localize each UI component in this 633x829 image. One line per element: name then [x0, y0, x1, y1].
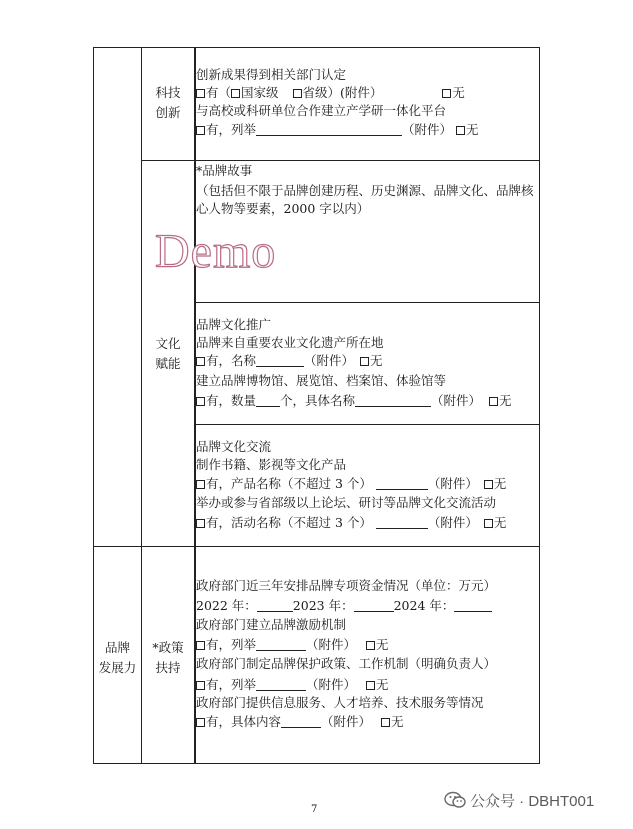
fill-blank-name[interactable]: [355, 394, 431, 407]
exchange-line-4: 举办或参与省部级以上论坛、研讨等品牌文化交流活动: [196, 495, 497, 510]
label-policy-support: *政策 扶持: [152, 640, 184, 675]
checkbox-no[interactable]: [442, 89, 451, 98]
label-brand-development: 品牌 发展力: [98, 640, 137, 675]
label-innovation: 科技 创新: [155, 85, 181, 120]
checkbox-yes[interactable]: [196, 89, 205, 98]
checkbox-yes[interactable]: [196, 480, 205, 489]
policy-line-8: 有，具体内容 （附件） 无: [196, 713, 404, 731]
checkbox-no[interactable]: [366, 681, 375, 690]
story-title: *品牌故事: [196, 163, 253, 178]
row-divider-development: [93, 546, 540, 547]
checkbox-no[interactable]: [360, 357, 369, 366]
policy-line-1: 政府部门近三年安排品牌专项资金情况（单位：万元）: [196, 578, 497, 593]
story-description-2: 心人物等要素，2000 字以内）: [196, 201, 370, 216]
fill-blank[interactable]: [256, 638, 306, 651]
promo-title: 品牌文化推广: [196, 317, 272, 332]
exchange-line-3: 有，产品名称（不超过 3 个） （附件） 无: [196, 475, 506, 493]
fill-blank[interactable]: [281, 715, 321, 728]
innovation-line-2: 有（ 国家级 省级）(附件） 无: [196, 84, 465, 102]
wechat-account-label: 公众号 · DBHT001: [470, 793, 595, 810]
checkbox-no[interactable]: [484, 519, 493, 528]
checkbox-provincial[interactable]: [293, 89, 302, 98]
promo-line-5: 有，数量 个，具体名称 （附件） 无: [196, 392, 512, 410]
checkbox-no[interactable]: [456, 126, 465, 135]
fill-blank-2024[interactable]: [454, 599, 492, 612]
policy-line-7: 政府部门提供信息服务、人才培养、技术服务等情况: [196, 695, 484, 710]
page-number: 7: [311, 804, 318, 815]
exchange-title: 品牌文化交流: [196, 439, 272, 454]
checkbox-yes[interactable]: [196, 641, 205, 650]
row-divider-promo-exchange: [195, 424, 540, 425]
table-right-border: [539, 47, 540, 764]
exchange-line-5: 有，活动名称（不超过 3 个） （附件） 无: [196, 514, 506, 532]
fill-blank[interactable]: [376, 516, 428, 529]
fill-blank[interactable]: [376, 477, 428, 490]
fill-blank-2022[interactable]: [257, 599, 293, 612]
checkbox-yes[interactable]: [196, 357, 205, 366]
checkbox-no[interactable]: [366, 641, 375, 650]
checkbox-national[interactable]: [231, 89, 240, 98]
table-bottom-border: [93, 763, 540, 764]
checkbox-yes[interactable]: [196, 397, 205, 406]
checkbox-yes[interactable]: [196, 718, 205, 727]
row-divider-story-promo: [195, 302, 540, 303]
innovation-line-1: 创新成果得到相关部门认定: [196, 67, 347, 82]
table-top-border: [93, 47, 540, 48]
fill-blank-quantity[interactable]: [256, 394, 280, 407]
fill-blank[interactable]: [256, 123, 402, 136]
checkbox-no[interactable]: [381, 718, 390, 727]
promo-line-3: 有，名称 （附件） 无: [196, 352, 383, 370]
innovation-line-4: 有，列举 （附件） 无: [196, 121, 479, 139]
exchange-line-2: 制作书籍、影视等文化产品: [196, 457, 347, 472]
policy-line-5: 政府部门制定品牌保护政策、工作机制（明确负责人）: [196, 656, 497, 671]
fill-blank[interactable]: [256, 678, 306, 691]
promo-line-4: 建立品牌博物馆、展览馆、档案馆、体验馆等: [196, 373, 447, 388]
policy-line-4: 有，列举 （附件） 无: [196, 636, 389, 654]
wechat-icon: [444, 791, 466, 809]
checkbox-yes[interactable]: [196, 126, 205, 135]
policy-line-2: 2022 年： 2023 年： 2024 年：: [196, 597, 492, 615]
demo-watermark: Demo: [155, 225, 277, 278]
fill-blank[interactable]: [256, 354, 304, 367]
row-divider-innovation-culture: [141, 160, 540, 161]
checkbox-no[interactable]: [489, 397, 498, 406]
checkbox-yes[interactable]: [196, 681, 205, 690]
policy-line-6: 有，列举 （附件） 无: [196, 676, 389, 694]
checkbox-yes[interactable]: [196, 519, 205, 528]
label-culture: 文化 赋能: [155, 336, 181, 371]
checkbox-no[interactable]: [484, 480, 493, 489]
promo-line-2: 品牌来自重要农业文化遗产所在地: [196, 335, 384, 350]
innovation-line-3: 与高校或科研单位合作建立产学研一体化平台: [196, 103, 447, 118]
policy-line-3: 政府部门建立品牌激励机制: [196, 617, 347, 632]
wechat-footer: [444, 790, 594, 811]
fill-blank-2023[interactable]: [354, 599, 394, 612]
story-description-1: （包括但不限于品牌创建历程、历史渊源、品牌文化、品牌核: [196, 183, 534, 198]
